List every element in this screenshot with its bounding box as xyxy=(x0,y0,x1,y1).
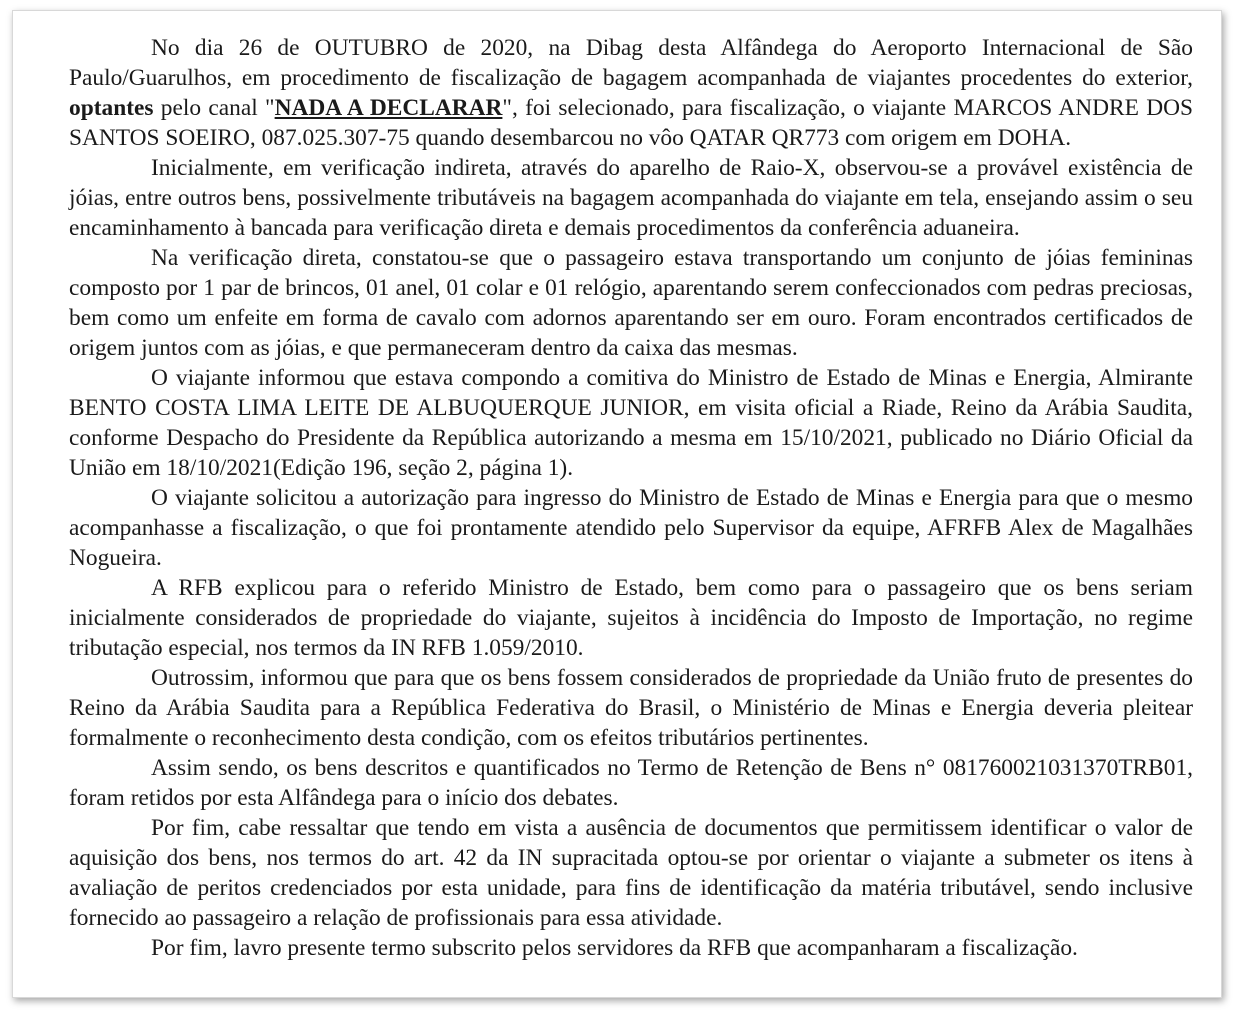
document-page xyxy=(12,10,1222,998)
paragraph-8-text: Assim sendo, os bens descritos e quantificados no Termo de Retenção de Bens n° 081760021031370TRB01, foram retidos por esta Alfândega para o início dos debates. xyxy=(69,755,1193,811)
paragraph-8 xyxy=(69,753,1193,813)
paragraph-10-text: Por fim, lavro presente termo subscrito pelos servidores da RFB que acompanharam a fiscalização. xyxy=(151,935,1078,961)
paragraph-4-text: O viajante informou que estava compondo a comitiva do Ministro de Estado de Minas e Energia, Almirante BENTO COSTA LIMA LEITE DE ALBUQUERQUE JUNIOR, em visita oficial a Riade, Reino da Arábia Saudita, conforme Despacho do Presidente da República autorizando a mesma em 15/10/2021, publicado no Diário Oficial da União em 18/10/2021(Edição 196, seção 2, página 1). xyxy=(69,365,1193,481)
paragraph-7 xyxy=(69,663,1193,753)
paragraph-2-text: Inicialmente, em verificação indireta, através do aparelho de Raio-X, observou-se a provável existência de jóias, entre outros bens, possivelmente tributáveis na bagagem acompanhada do viajante em tela, ensejando assim o seu encaminhamento à bancada para verificação direta e demais procedimentos da conferência aduaneira. xyxy=(69,155,1193,241)
paragraph-5-text: O viajante solicitou a autorização para ingresso do Ministro de Estado de Minas e Energia para que o mesmo acompanhasse a fiscalização, o que foi prontamente atendido pelo Supervisor da equipe, AFRFB Alex de Magalhães Nogueira. xyxy=(69,485,1193,571)
nada-a-declarar-emphasis: NADA A DECLARAR xyxy=(274,95,503,121)
paragraph-5 xyxy=(69,483,1193,573)
paragraph-7-text: Outrossim, informou que para que os bens fossem considerados de propriedade da União fruto de presentes do Reino da Arábia Saudita para a República Federativa do Brasil, o Ministério de Minas e Energia deveria pleitear formalmente o reconhecimento desta condição, com os efeitos tributários pertinentes. xyxy=(69,665,1193,751)
paragraph-1-text-a: No dia 26 de OUTUBRO de 2020, na Dibag desta Alfândega do Aeroporto Internacional de São Paulo/Guarulhos, em procedimento de fiscalização de bagagem acompanhada de viajantes procedentes do exterior, xyxy=(69,35,1193,91)
paragraph-3 xyxy=(69,243,1193,363)
paragraph-1-text-c: ", foi selecionado, para fiscalização, o viajante MARCOS ANDRE DOS SANTOS SOEIRO, 087.025.307-75 quando desembarcou no vôo QATAR QR773 com origem em DOHA. xyxy=(69,95,1193,151)
paragraph-3-text: Na verificação direta, constatou-se que o passageiro estava transportando um conjunto de jóias femininas composto por 1 par de brincos, 01 anel, 01 colar e 01 relógio, aparentando serem confeccionados com pedras preciosas, bem como um enfeite em forma de cavalo com adornos aparentando ser em ouro. Foram encontrados certificados de origem juntos com as jóias, e que permaneceram dentro da caixa das mesmas. xyxy=(69,245,1193,361)
paragraph-6 xyxy=(69,573,1193,663)
paragraph-9 xyxy=(69,813,1193,933)
paragraph-1-text-b: pelo canal " xyxy=(153,95,275,121)
optantes-emphasis: optantes xyxy=(69,95,154,121)
paragraph-4 xyxy=(69,363,1193,483)
document-body xyxy=(69,33,1193,963)
paragraph-2 xyxy=(69,153,1193,243)
paragraph-6-text: A RFB explicou para o referido Ministro de Estado, bem como para o passageiro que os bens seriam inicialmente considerados de propriedade do viajante, sujeitos à incidência do Imposto de Importação, no regime tributação especial, nos termos da IN RFB 1.059/2010. xyxy=(69,575,1193,661)
paragraph-10 xyxy=(69,933,1193,963)
paragraph-9-text: Por fim, cabe ressaltar que tendo em vista a ausência de documentos que permitissem identificar o valor de aquisição dos bens, nos termos do art. 42 da IN supracitada optou-se por orientar o viajante a submeter os itens à avaliação de peritos credenciados por esta unidade, para fins de identificação da matéria tributável, sendo inclusive fornecido ao passageiro a relação de profissionais para essa atividade. xyxy=(69,815,1193,931)
paragraph-1 xyxy=(69,33,1193,153)
